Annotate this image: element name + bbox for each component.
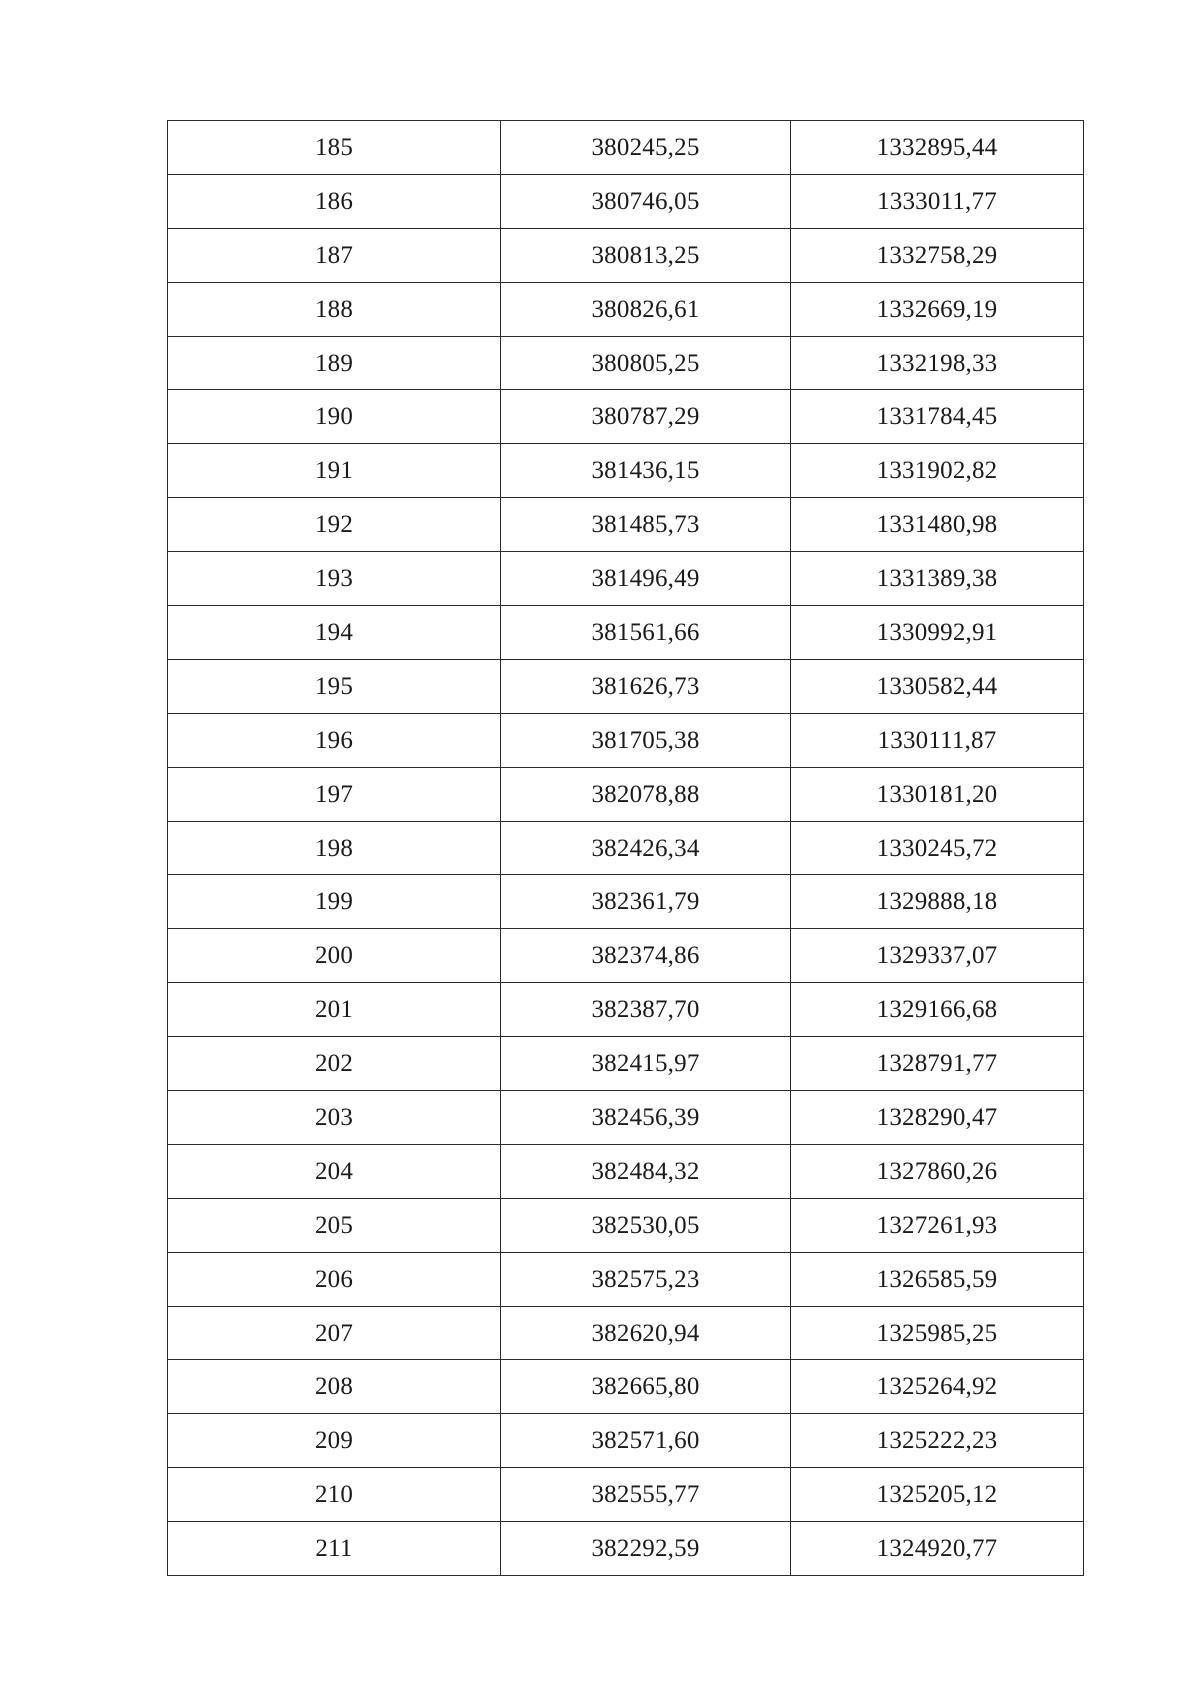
point-number-cell: 204 — [168, 1144, 501, 1198]
coordinate-x-cell: 381561,66 — [501, 606, 791, 660]
coordinate-y-cell: 1332895,44 — [791, 121, 1084, 175]
point-number-cell: 206 — [168, 1252, 501, 1306]
point-number-cell: 208 — [168, 1360, 501, 1414]
table-row — [168, 1468, 1084, 1522]
coordinate-x-cell: 380245,25 — [501, 121, 791, 175]
point-number-cell: 205 — [168, 1198, 501, 1252]
coordinate-y-cell: 1331389,38 — [791, 552, 1084, 606]
table-row — [168, 1252, 1084, 1306]
coordinate-y-cell: 1332758,29 — [791, 228, 1084, 282]
coordinate-y-cell: 1329337,07 — [791, 929, 1084, 983]
coordinate-x-cell: 382575,23 — [501, 1252, 791, 1306]
point-number-cell: 188 — [168, 282, 501, 336]
table-row — [168, 875, 1084, 929]
coordinate-x-cell: 382530,05 — [501, 1198, 791, 1252]
point-number-cell: 185 — [168, 121, 501, 175]
point-number-cell: 199 — [168, 875, 501, 929]
coordinate-y-cell: 1330992,91 — [791, 606, 1084, 660]
coordinate-x-cell: 382571,60 — [501, 1414, 791, 1468]
coordinate-x-cell: 381485,73 — [501, 498, 791, 552]
table-row — [168, 228, 1084, 282]
coordinate-y-cell: 1325264,92 — [791, 1360, 1084, 1414]
coordinate-y-cell: 1325985,25 — [791, 1306, 1084, 1360]
table-row — [168, 336, 1084, 390]
table-row — [168, 121, 1084, 175]
point-number-cell: 186 — [168, 174, 501, 228]
point-number-cell: 200 — [168, 929, 501, 983]
table-row — [168, 929, 1084, 983]
coordinates-table-body — [168, 121, 1084, 1576]
coordinate-y-cell: 1331480,98 — [791, 498, 1084, 552]
point-number-cell: 187 — [168, 228, 501, 282]
table-row — [168, 659, 1084, 713]
coordinate-x-cell: 382078,88 — [501, 767, 791, 821]
table-row — [168, 713, 1084, 767]
coordinate-x-cell: 382415,97 — [501, 1037, 791, 1091]
coordinate-x-cell: 381705,38 — [501, 713, 791, 767]
coordinate-y-cell: 1330111,87 — [791, 713, 1084, 767]
table-row — [168, 1037, 1084, 1091]
coordinate-y-cell: 1327860,26 — [791, 1144, 1084, 1198]
coordinate-x-cell: 382555,77 — [501, 1468, 791, 1522]
coordinate-y-cell: 1331902,82 — [791, 444, 1084, 498]
point-number-cell: 209 — [168, 1414, 501, 1468]
coordinate-y-cell: 1333011,77 — [791, 174, 1084, 228]
table-row — [168, 552, 1084, 606]
coordinate-y-cell: 1328290,47 — [791, 1091, 1084, 1145]
table-row — [168, 1360, 1084, 1414]
coordinate-x-cell: 382665,80 — [501, 1360, 791, 1414]
point-number-cell: 195 — [168, 659, 501, 713]
point-number-cell: 197 — [168, 767, 501, 821]
coordinate-y-cell: 1332198,33 — [791, 336, 1084, 390]
table-row — [168, 1144, 1084, 1198]
coordinate-y-cell: 1331784,45 — [791, 390, 1084, 444]
coordinate-x-cell: 382387,70 — [501, 983, 791, 1037]
coordinate-x-cell: 381626,73 — [501, 659, 791, 713]
coordinate-y-cell: 1330582,44 — [791, 659, 1084, 713]
table-row — [168, 983, 1084, 1037]
coordinate-x-cell: 382374,86 — [501, 929, 791, 983]
table-row — [168, 498, 1084, 552]
coordinate-x-cell: 380746,05 — [501, 174, 791, 228]
table-row — [168, 282, 1084, 336]
point-number-cell: 201 — [168, 983, 501, 1037]
coordinate-x-cell: 380826,61 — [501, 282, 791, 336]
coordinate-y-cell: 1326585,59 — [791, 1252, 1084, 1306]
coordinate-x-cell: 382620,94 — [501, 1306, 791, 1360]
coordinate-y-cell: 1328791,77 — [791, 1037, 1084, 1091]
table-row — [168, 1306, 1084, 1360]
table-row — [168, 1414, 1084, 1468]
coordinate-y-cell: 1332669,19 — [791, 282, 1084, 336]
coordinate-y-cell: 1325222,23 — [791, 1414, 1084, 1468]
point-number-cell: 202 — [168, 1037, 501, 1091]
point-number-cell: 189 — [168, 336, 501, 390]
coordinate-x-cell: 382292,59 — [501, 1522, 791, 1576]
coordinate-y-cell: 1330245,72 — [791, 821, 1084, 875]
coordinate-x-cell: 381436,15 — [501, 444, 791, 498]
point-number-cell: 198 — [168, 821, 501, 875]
coordinates-table — [167, 120, 1084, 1576]
table-row — [168, 1198, 1084, 1252]
table-row — [168, 444, 1084, 498]
coordinate-y-cell: 1325205,12 — [791, 1468, 1084, 1522]
coordinate-x-cell: 381496,49 — [501, 552, 791, 606]
coordinate-y-cell: 1327261,93 — [791, 1198, 1084, 1252]
point-number-cell: 211 — [168, 1522, 501, 1576]
point-number-cell: 190 — [168, 390, 501, 444]
coordinate-x-cell: 380787,29 — [501, 390, 791, 444]
table-row — [168, 390, 1084, 444]
table-row — [168, 821, 1084, 875]
coordinate-x-cell: 382456,39 — [501, 1091, 791, 1145]
coordinate-x-cell: 380805,25 — [501, 336, 791, 390]
coordinate-x-cell: 380813,25 — [501, 228, 791, 282]
coordinate-x-cell: 382361,79 — [501, 875, 791, 929]
point-number-cell: 203 — [168, 1091, 501, 1145]
point-number-cell: 207 — [168, 1306, 501, 1360]
point-number-cell: 196 — [168, 713, 501, 767]
coordinate-x-cell: 382426,34 — [501, 821, 791, 875]
table-row — [168, 767, 1084, 821]
point-number-cell: 191 — [168, 444, 501, 498]
table-row — [168, 1522, 1084, 1576]
coordinate-y-cell: 1329166,68 — [791, 983, 1084, 1037]
coordinate-y-cell: 1330181,20 — [791, 767, 1084, 821]
point-number-cell: 193 — [168, 552, 501, 606]
table-row — [168, 606, 1084, 660]
point-number-cell: 192 — [168, 498, 501, 552]
coordinate-y-cell: 1324920,77 — [791, 1522, 1084, 1576]
table-row — [168, 1091, 1084, 1145]
point-number-cell: 210 — [168, 1468, 501, 1522]
table-row — [168, 174, 1084, 228]
coordinate-x-cell: 382484,32 — [501, 1144, 791, 1198]
point-number-cell: 194 — [168, 606, 501, 660]
coordinate-y-cell: 1329888,18 — [791, 875, 1084, 929]
